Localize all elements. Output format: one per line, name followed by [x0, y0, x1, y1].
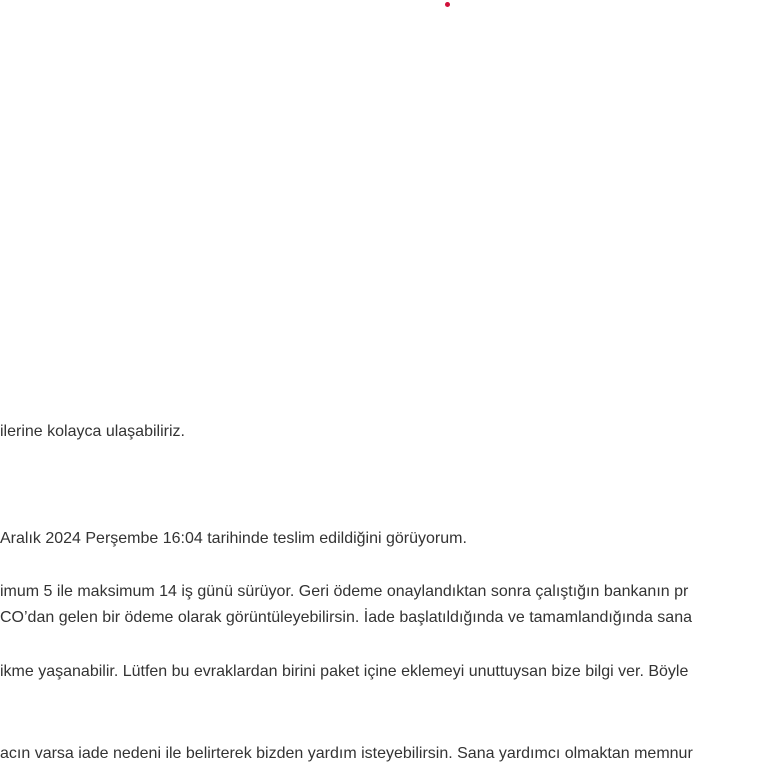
message-line: acın varsa iade nedeni ile belirterek bizden yardım isteyebilirsin. Sana yardımcı olmaktan memnur	[0, 745, 693, 762]
message-line: ilerine kolayca ulaşabiliriz.	[0, 423, 185, 440]
message-line: Aralık 2024 Perşembe 16:04 tarihinde teslim edildiğini görüyorum.	[0, 530, 467, 547]
message-line: imum 5 ile maksimum 14 iş günü sürüyor. Geri ödeme onaylandıktan sonra çalıştığın bankanın pr	[0, 583, 689, 600]
message-line: ikme yaşanabilir. Lütfen bu evraklardan birini paket içine eklemeyi unuttuysan bize bilgi ver. Böyle	[0, 663, 689, 680]
message-line: CO’dan gelen bir ödeme olarak görüntüleyebilirsin. İade başlatıldığında ve tamamlandığında sana	[0, 609, 692, 626]
